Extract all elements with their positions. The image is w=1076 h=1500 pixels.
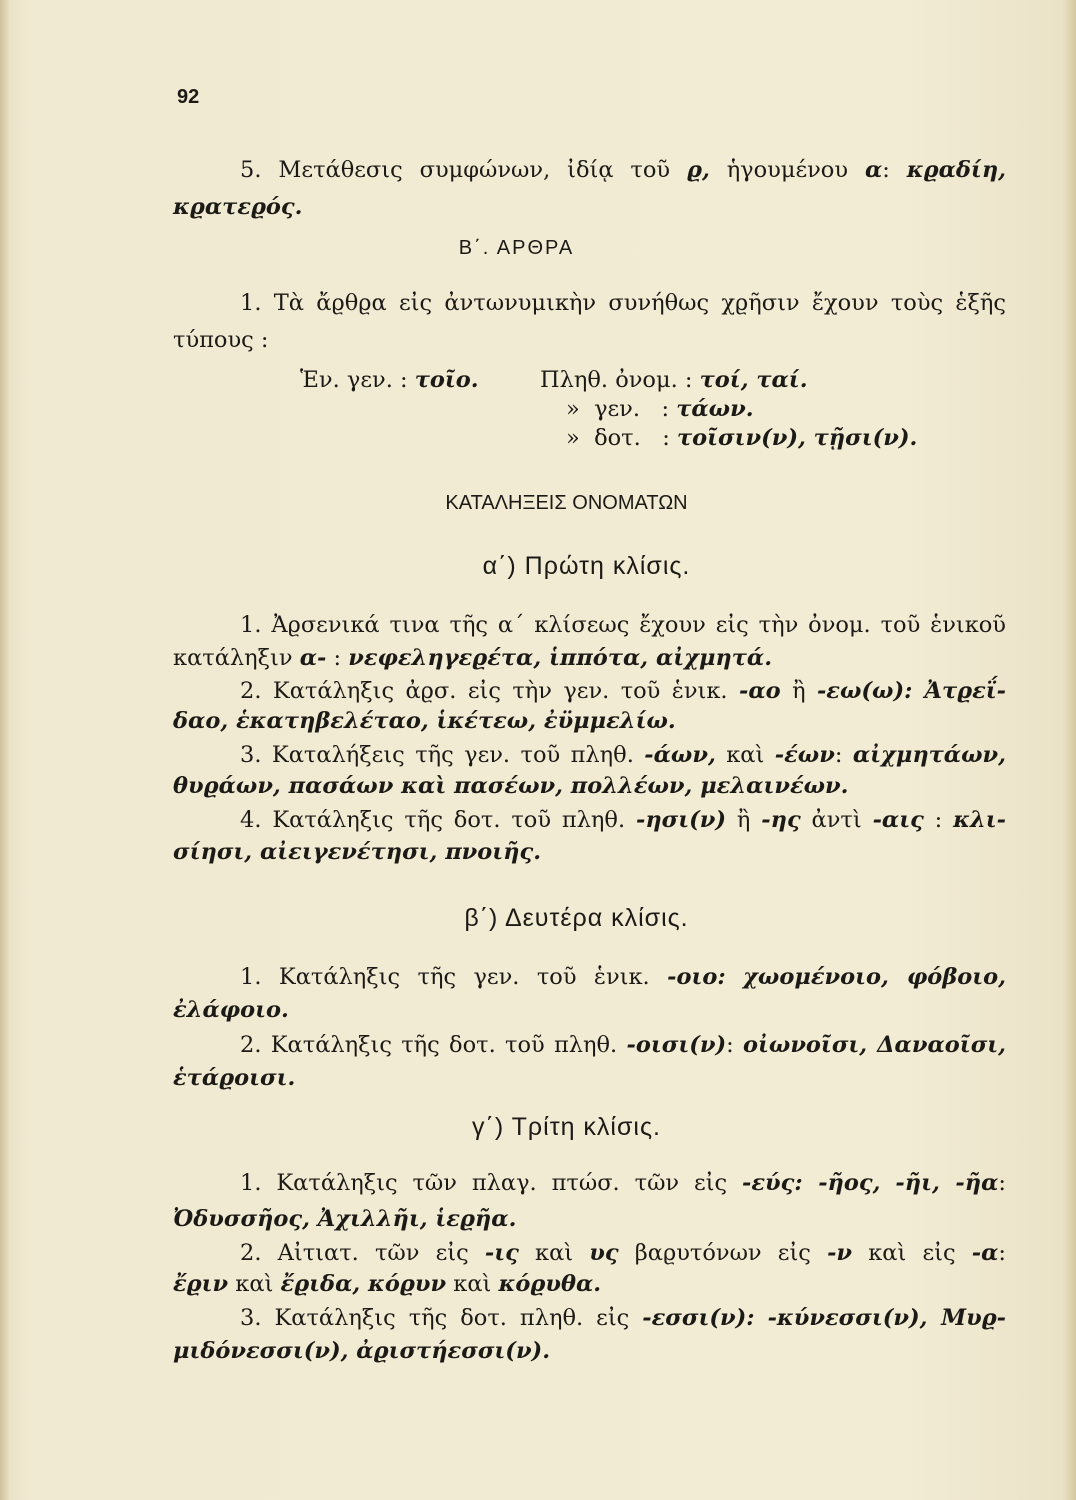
t: τοί, ταί.	[699, 367, 808, 393]
decl1-item-1-line-2	[173, 643, 1006, 673]
t: :	[326, 645, 349, 671]
decl3-item-3-line-2: μιδόνεσσι(ν), ἀϱιστήεσσι(ν).	[173, 1338, 551, 1364]
decl1-item-4-line-2: σίησι, αἰειγενέτησι, πνοιῆς.	[173, 839, 542, 865]
t: -οιο:	[667, 964, 726, 990]
decl2-item-2-line-1	[240, 1030, 1006, 1060]
t: » γεν. :	[566, 396, 677, 422]
decl3-item-3-line-1	[240, 1303, 1006, 1333]
t: :	[834, 742, 853, 768]
t: καὶ	[446, 1271, 499, 1297]
t: νεφεληγεϱέτα, ἱππότα, αἰχμητά.	[348, 645, 773, 671]
t	[755, 1305, 768, 1331]
t: 5. Μετάθεσις συμφώνων, ἰδίᾳ τοῦ	[240, 157, 687, 183]
first-declension-heading: α΄) Πρώτη κλίσις.	[482, 552, 691, 580]
article-table-row-1a	[300, 365, 479, 395]
t: 2. Κατάληξις ἀϱσ. εἰς τὴν γεν. τοῦ ἑνικ.	[240, 678, 739, 704]
t: 2. Κατάληξις τῆς δοτ. τοῦ πληθ.	[240, 1032, 627, 1058]
decl1-item-2-line-1	[240, 676, 1006, 706]
article-table-row-1b	[540, 365, 808, 395]
t: τοῖσιν(ν), τῇσι(ν).	[676, 425, 918, 451]
t: -ησι(ν)	[635, 807, 727, 833]
t: καὶ	[715, 742, 775, 768]
t: :	[882, 157, 907, 183]
t: κατάληξιν	[173, 645, 300, 671]
t: :	[998, 1170, 1007, 1196]
page-number: 92	[177, 86, 200, 108]
t	[880, 1170, 895, 1196]
t: βαϱυτόνων εἰς	[618, 1240, 828, 1266]
decl1-item-2-line-2: δαο, ἑκατηβελέταο, ἱκέτεω, ἐϋμμελίω.	[173, 708, 676, 734]
t: 1. Κατάληξις τῶν πλαγ. πτώσ. τῶν εἰς	[240, 1170, 742, 1196]
t: κϱατεϱός.	[173, 194, 303, 220]
page-edge-shadow	[1062, 0, 1076, 1500]
article-table-row-2	[566, 394, 754, 424]
decl2-item-1-line-2: ἐλάφοιο.	[173, 997, 289, 1023]
t: αἰχμητάων,	[852, 742, 1006, 768]
decl3-item-2-line-2	[173, 1269, 1006, 1299]
t: -α	[971, 1240, 999, 1266]
item-5-line-2	[173, 192, 1006, 222]
t: καὶ εἰς	[852, 1240, 972, 1266]
t: Πληθ. ὀνομ. :	[540, 367, 700, 393]
t: 4. Κατάληξις τῆς δοτ. τοῦ πληθ.	[240, 807, 636, 833]
t: 1. Κατάληξις τῆς γεν. τοῦ ἑνικ.	[240, 964, 668, 990]
t: ἡγουμένου	[709, 157, 865, 183]
decl3-item-2-line-1	[240, 1238, 1006, 1268]
page-binding-shadow	[0, 0, 10, 1500]
t: κϱαδίη,	[906, 157, 1007, 183]
t: -ῆι, -ῆα	[895, 1170, 999, 1196]
decl3-item-1-line-1	[240, 1168, 1006, 1198]
t: -οισι(ν)	[626, 1032, 727, 1058]
t: -εσσι(ν):	[642, 1305, 755, 1331]
t: :	[923, 807, 954, 833]
decl1-item-4-line-1	[240, 805, 1006, 835]
t: α	[864, 157, 883, 183]
section-heading-articles: Β΄. ΑΡΘΡΑ	[458, 237, 575, 259]
t: :	[726, 1032, 743, 1058]
articles-item-1-line-2: τύπους :	[173, 327, 269, 353]
t: τάων.	[676, 396, 754, 422]
third-declension-heading: γ΄) Τρίτη κλίσις.	[472, 1113, 661, 1141]
section-heading-endings: ΚΑΤΑΛΗΞΕΙΣ ΟΝΟΜΑΤΩΝ	[445, 492, 688, 514]
t: -άων,	[644, 742, 716, 768]
t: -εω(ω): Ἀτϱεΐ-	[816, 678, 1006, 704]
second-declension-heading: β΄) Δευτέρα κλίσις.	[464, 904, 689, 932]
t: καὶ	[228, 1271, 281, 1297]
item-5-line-1	[240, 155, 1006, 185]
t	[726, 964, 743, 990]
t: 2. Αἰτιατ. τῶν εἰς	[240, 1240, 485, 1266]
t: ἔϱιδα, κόϱυν	[280, 1271, 447, 1297]
t: » δοτ. :	[566, 425, 677, 451]
t: -ν	[827, 1240, 853, 1266]
t: ϱ,	[687, 157, 710, 183]
t: 3. Καταλήξεις τῆς γεν. τοῦ πληθ.	[240, 742, 645, 768]
t: -κύνεσσι(ν), Μυϱ-	[767, 1305, 1006, 1331]
articles-item-1-line-1: 1. Τὰ ἄϱθϱα εἰς ἀντωνυμικὴν συνήθως χϱῆσιν ἔχουν τοὺς ἑξῆς	[240, 290, 1006, 316]
t: -αις	[872, 807, 924, 833]
t: καὶ	[518, 1240, 590, 1266]
t: -ις	[484, 1240, 519, 1266]
t: τοῖο.	[414, 367, 479, 393]
t: κλι-	[953, 807, 1006, 833]
t: ἔϱιν	[173, 1271, 229, 1297]
t: ἀντὶ	[800, 807, 873, 833]
decl3-item-1-line-2: Ὀδυσσῆος, Ἀχιλλῆι, ἱεϱῆα.	[173, 1206, 517, 1232]
t: α-	[299, 645, 327, 671]
t: Ἑν. γεν. :	[300, 367, 415, 393]
decl1-item-3-line-1	[240, 740, 1006, 770]
decl2-item-2-line-2: ἑτάϱοισι.	[173, 1065, 296, 1091]
t: κόϱυθα.	[498, 1271, 602, 1297]
t: -αο	[738, 678, 781, 704]
decl1-item-1-line-1: 1. Ἀϱσενικά τινα τῆς α΄ κλίσεως ἔχουν εἰς τὴν ὀνομ. τοῦ ἑνικοῦ	[240, 612, 1006, 638]
t: ἢ	[780, 678, 817, 704]
t: χωομένοιο, φόβοιο,	[743, 964, 1006, 990]
t: οἰωνοῖσι, Δαναοῖσι,	[743, 1032, 1007, 1058]
t: -εύς: -ῆος,	[742, 1170, 881, 1196]
t: -ης	[761, 807, 801, 833]
t: 3. Κατάληξις τῆς δοτ. πληθ. εἰς	[240, 1305, 643, 1331]
t: :	[998, 1240, 1006, 1266]
t: -έων	[774, 742, 835, 768]
decl2-item-1-line-1	[240, 962, 1006, 992]
t: υς	[589, 1240, 619, 1266]
t: ἢ	[726, 807, 762, 833]
article-table-row-3	[566, 423, 917, 453]
decl1-item-3-line-2: θυϱάων, πασάων καὶ πασέων, πολλέων, μελαινέων.	[173, 773, 849, 799]
